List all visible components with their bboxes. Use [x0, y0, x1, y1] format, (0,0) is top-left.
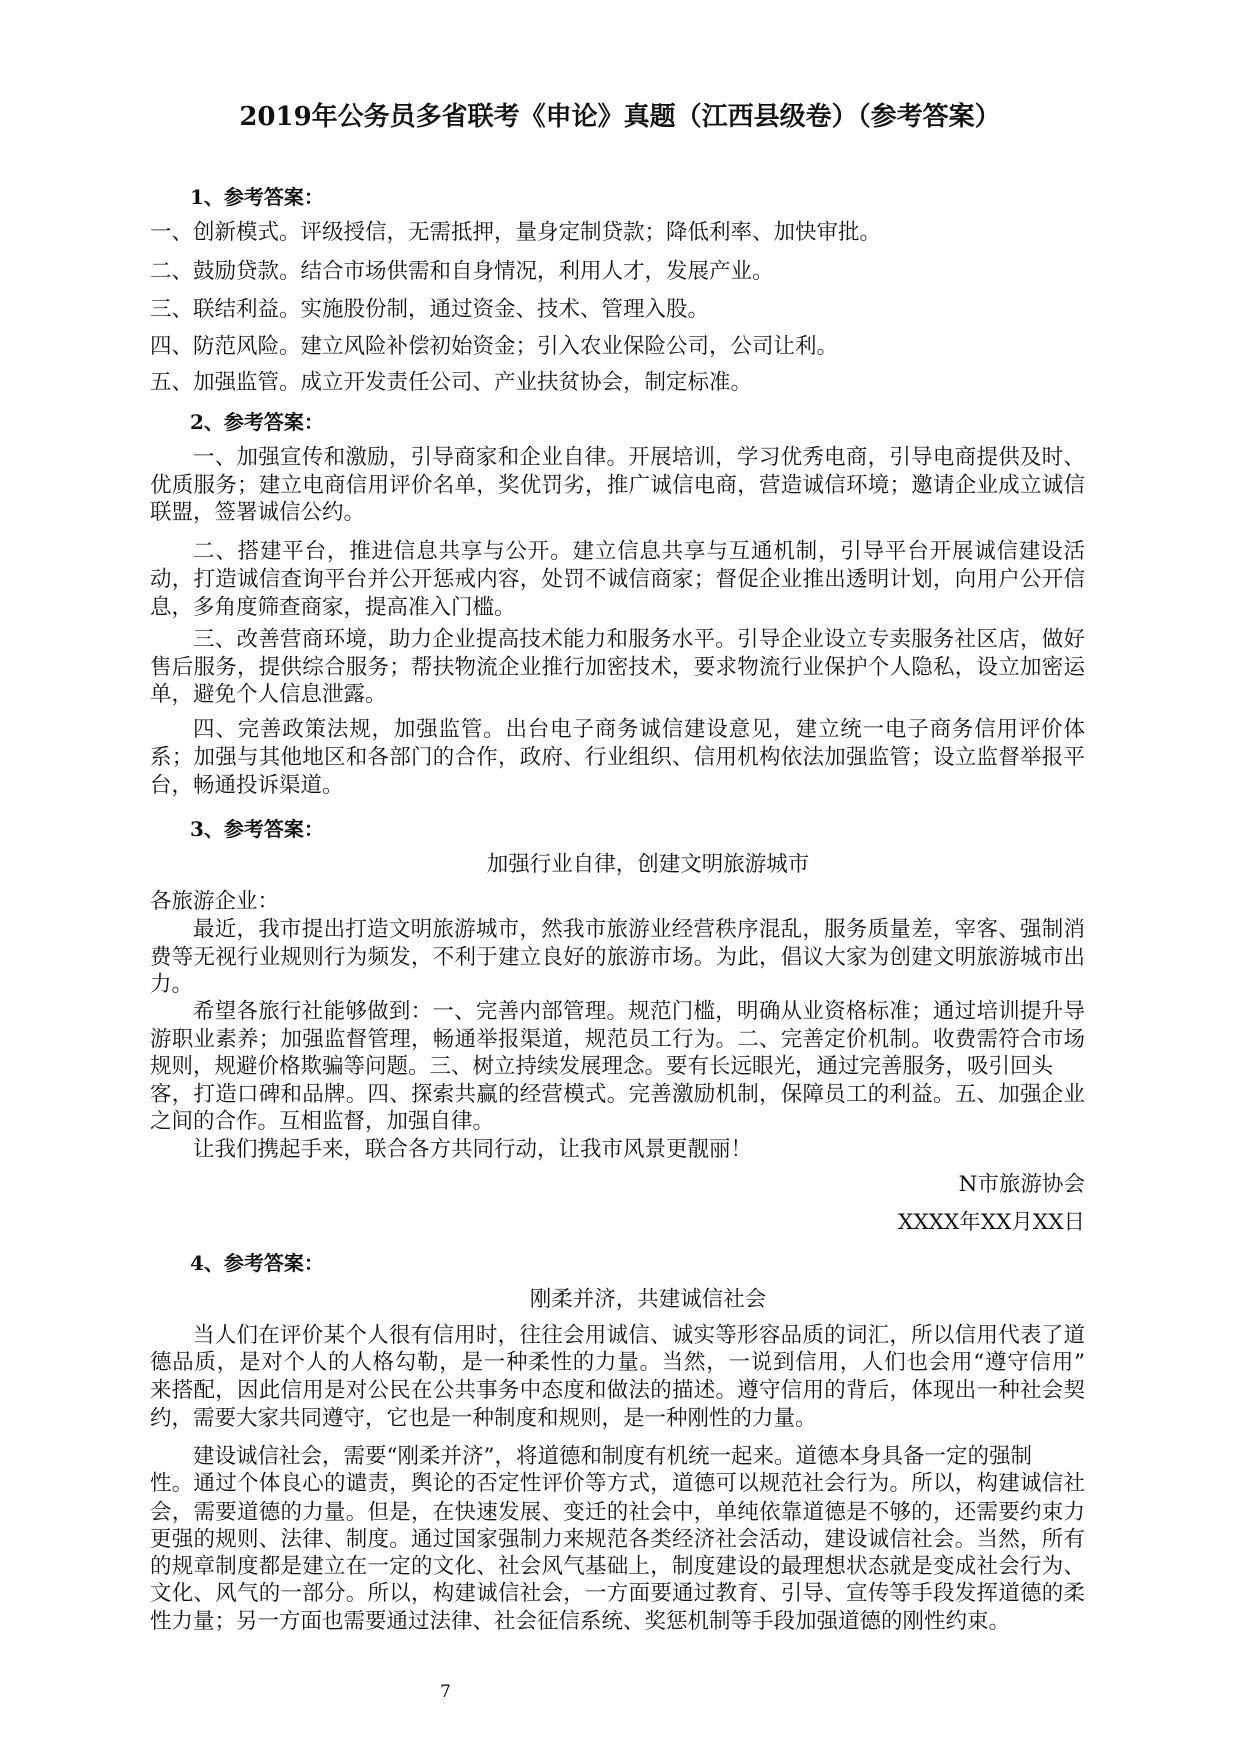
section-heading: 2、参考答案： — [190, 410, 324, 434]
paragraph-line: 客，打造口碑和品牌。四、探索共赢的经营模式。完善激励机制，保障员工的利益。五、加强企业 — [150, 1082, 1085, 1107]
paragraph-line: 约，需要大家共同遵守，它也是一种制度和规则，是一种刚性的力量。 — [150, 1406, 817, 1431]
paragraph-line: 息，多角度筛查商家，提高准入门槛。 — [150, 595, 516, 620]
date: XXXX年XX月XX日 — [898, 1210, 1085, 1235]
paragraph-line: 单，避免个人信息泄露。 — [150, 682, 387, 707]
paragraph-line: 当人们在评价某个人很有信用时，往往会用诚信、诚实等形容品质的词汇，所以信用代表了道 — [193, 1323, 1085, 1348]
section-heading: 3、参考答案： — [190, 817, 324, 841]
paragraph-line: 建设诚信社会，需要“刚柔并济”，将道德和制度有机统一起来。道德本身具备一定的强制 — [193, 1444, 1032, 1469]
paragraph-line: 最近，我市提出打造文明旅游城市，然我市旅游业经营秩序混乱，服务质量差，宰客、强制消 — [193, 917, 1085, 942]
paragraph-line: 希望各旅行社能够做到：一、完善内部管理。规范门槛，明确从业资格标准；通过培训提升导 — [193, 999, 1085, 1024]
paragraph-line: 德品质，是对个人的人格勾勒，是一种柔性的力量。当然，一说到信用，人们也会用“遵守信用” — [150, 1350, 1085, 1375]
paragraph-line: 费等无视行业规则行为频发，不利于建立良好的旅游市场。为此，倡议大家为创建文明旅游城市出 — [150, 945, 1085, 970]
section-heading: 1、参考答案： — [190, 185, 324, 209]
answer-item: 二、鼓励贷款。结合市场供需和自身情况，利用人才，发展产业。 — [150, 259, 774, 284]
paragraph-line: 联盟，签署诚信公约。 — [150, 500, 366, 525]
paragraph-line: 二、搭建平台，推进信息共享与公开。建立信息共享与互通机制，引导平台开展诚信建设活 — [193, 539, 1085, 564]
paragraph-line: 让我们携起手来，联合各方共同行动，让我市风景更靓丽！ — [193, 1137, 753, 1162]
essay-title: 刚柔并济，共建诚信社会 — [529, 1287, 767, 1312]
paragraph-line: 一、加强宣传和激励，引导商家和企业自律。开展培训，学习优秀电商，引导电商提供及时、 — [193, 445, 1085, 470]
letter-title: 加强行业自律，创建文明旅游城市 — [486, 852, 810, 877]
document-title: 2019年公务员多省联考《申论》真题（江西县级卷）（参考答案） — [239, 102, 1001, 132]
paragraph-line: 力。 — [150, 972, 194, 997]
paragraph-line: 性。通过个体良心的谴责，舆论的否定性评价等方式，道德可以规范社会行为。所以，构建诚信社 — [150, 1471, 1085, 1496]
paragraph-line: 系；加强与其他地区和各部门的合作，政府、行业组织、信用机构依法加强监管；设立监督举报平 — [150, 745, 1085, 770]
answer-item: 五、加强监管。成立开发责任公司、产业扶贫协会，制定标准。 — [150, 370, 753, 395]
paragraph-line: 三、改善营商环境，助力企业提高技术能力和服务水平。引导企业设立专卖服务社区店，做好 — [193, 627, 1085, 652]
page-number: 7 — [440, 1682, 451, 1702]
paragraph-line: 游职业素养；加强监督管理，畅通举报渠道，规范员工行为。二、完善定价机制。收费需符合市场 — [150, 1027, 1085, 1052]
paragraph-line: 动，打造诚信查询平台并公开惩戒内容，处罚不诚信商家；督促企业推出透明计划，向用户公开信 — [150, 567, 1085, 592]
paragraph-line: 性力量；另一方面也需要通过法律、社会征信系统、奖惩机制等手段加强道德的刚性约束。 — [150, 1609, 1011, 1634]
paragraph-line: 文化、风气的一部分。所以，构建诚信社会，一方面要通过教育、引导、宣传等手段发挥道德的柔 — [150, 1581, 1085, 1606]
paragraph-line: 四、完善政策法规，加强监管。出台电子商务诚信建设意见，建立统一电子商务信用评价体 — [193, 717, 1085, 742]
answer-item: 四、防范风险。建立风险补偿初始资金；引入农业保险公司，公司让利。 — [150, 334, 839, 359]
paragraph-line: 售后服务，提供综合服务；帮扶物流企业推行加密技术，要求物流行业保护个人隐私，设立加密运 — [150, 655, 1085, 680]
paragraph-line: 更强的规则、法律、制度。通过国家强制力来规范各类经济社会活动，建设诚信社会。当然，所有 — [150, 1527, 1085, 1552]
paragraph-line: 优质服务；建立电商信用评价名单，奖优罚劣，推广诚信电商，营造诚信环境；邀请企业成立诚信 — [150, 473, 1085, 498]
section-heading: 4、参考答案： — [190, 1251, 324, 1275]
answer-item: 三、联结利益。实施股份制，通过资金、技术、管理入股。 — [150, 297, 710, 322]
salutation: 各旅游企业： — [150, 889, 280, 914]
paragraph-line: 规则，规避价格欺骗等问题。三、树立持续发展理念。要有长远眼光，通过完善服务，吸引回头 — [150, 1054, 1054, 1079]
paragraph-line: 来搭配，因此信用是对公民在公共事务中态度和做法的描述。遵守信用的背后，体现出一种社会契 — [150, 1378, 1085, 1403]
paragraph-line: 会，需要道德的力量。但是，在快速发展、变迁的社会中，单纯依靠道德是不够的，还需要约束力 — [150, 1500, 1085, 1525]
paragraph-line: 之间的合作。互相监督，加强自律。 — [150, 1109, 495, 1134]
paragraph-line: 台，畅通投诉渠道。 — [150, 773, 344, 798]
signature: N市旅游协会 — [958, 1172, 1085, 1197]
answer-item: 一、创新模式。评级授信，无需抵押，量身定制贷款；降低利率、加快审批。 — [150, 220, 882, 245]
paragraph-line: 的规章制度都是建立在一定的文化、社会风气基础上，制度建设的最理想状态就是变成社会行为、 — [150, 1554, 1085, 1579]
